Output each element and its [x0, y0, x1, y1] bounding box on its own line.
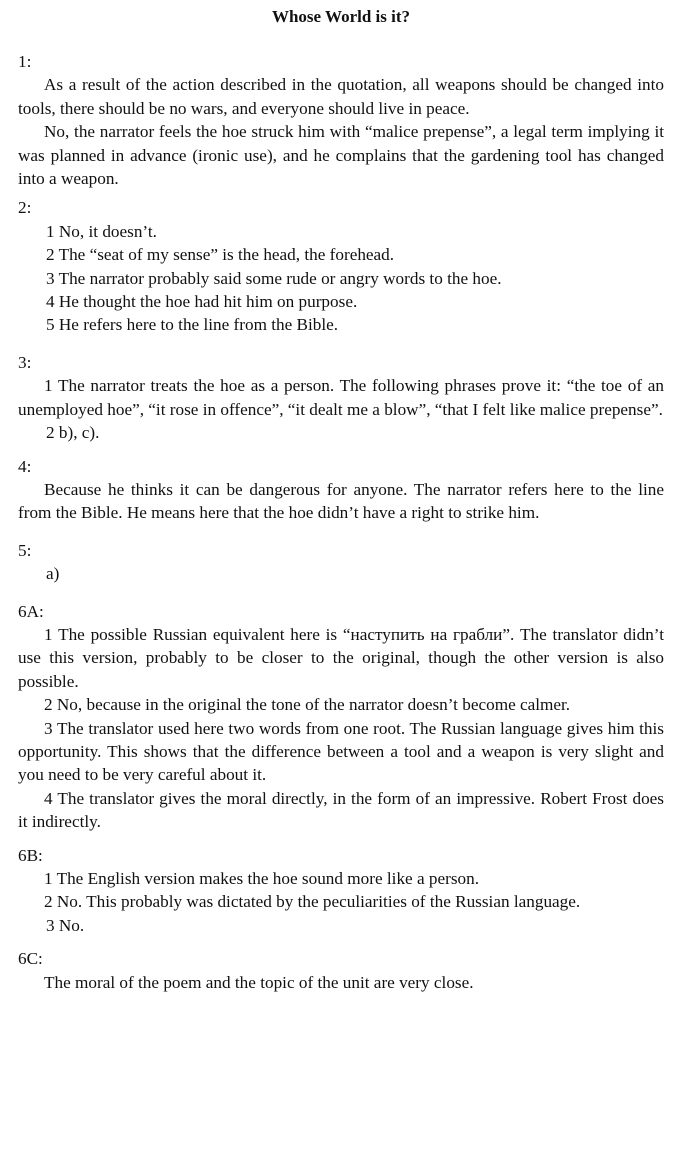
section-label: 6A: — [18, 601, 44, 621]
page-title: Whose World is it? — [271, 7, 411, 26]
section-6b — [18, 844, 664, 938]
answer-item: 2 The “seat of my sense” is the head, the forehead. — [46, 245, 395, 265]
answer-item: 5 He refers here to the line from the Bible. — [46, 315, 339, 335]
paragraph: 1 The narrator treats the hoe as a person. The following phrases prove it: “the toe of an unemployed hoe”, “it rose in offence”, “it dealt me a blow”, “that I felt like malice prepense”. — [18, 376, 664, 419]
section-6c — [18, 947, 664, 994]
section-label: 3: — [18, 352, 32, 372]
paragraph: 2 No, because in the original the tone of the narrator doesn’t become calmer. — [44, 695, 571, 715]
paragraph: The moral of the poem and the topic of the unit are very close. — [44, 972, 474, 992]
paragraph: 3 The translator used here two words from one root. The Russian language gives him this opportunity. This shows that the difference between a tool and a weapon is very slight and you need to be very careful about it. — [18, 718, 664, 785]
answer-item: 1 No, it doesn’t. — [46, 221, 157, 241]
section-label: 6B: — [18, 845, 43, 865]
section-2 — [18, 196, 664, 336]
section-label: 5: — [18, 540, 32, 560]
paragraph: Because he thinks it can be dangerous for anyone. The narrator refers here to the line from the Bible. He means here that the hoe didn’t have a right to strike him. — [18, 479, 664, 523]
answer-item: a) — [46, 564, 60, 584]
answer-item: 2 b), c). — [46, 423, 100, 443]
answer-item: 3 No. — [46, 915, 85, 935]
section-6a — [18, 600, 664, 834]
answer-item: 3 The narrator probably said some rude or angry words to the hoe. — [46, 268, 502, 288]
paragraph: No, the narrator feels the hoe struck him with “malice prepense”, a legal term implying it was planned in advance (ironic use), and he complains that the gardening tool has changed into a weapon. — [18, 122, 664, 189]
section-label: 2: — [18, 198, 32, 218]
section-label: 6C: — [18, 949, 43, 969]
section-5 — [18, 539, 664, 586]
answer-item: 4 He thought the hoe had hit him on purpose. — [46, 292, 358, 312]
paragraph: 2 No. This probably was dictated by the peculiarities of the Russian language. — [44, 892, 581, 912]
section-label: 4: — [18, 456, 32, 476]
section-4 — [18, 455, 664, 525]
section-label: 1: — [18, 52, 32, 71]
section-1 — [18, 50, 664, 190]
paragraph: As a result of the action described in the quotation, all weapons should be changed into tools, there should be no wars, and everyone should live in peace. — [18, 75, 664, 118]
paragraph: 4 The translator gives the moral directly, in the form of an impressive. Robert Frost does it indirectly. — [18, 788, 664, 832]
paragraph: 1 The English version makes the hoe sound more like a person. — [44, 869, 480, 888]
section-3 — [18, 351, 664, 445]
paragraph: 1 The possible Russian equivalent here is “наступить на грабли”. The translator didn’t use this version, probably to be closer to the original, though the other version is also possible. — [18, 624, 664, 691]
